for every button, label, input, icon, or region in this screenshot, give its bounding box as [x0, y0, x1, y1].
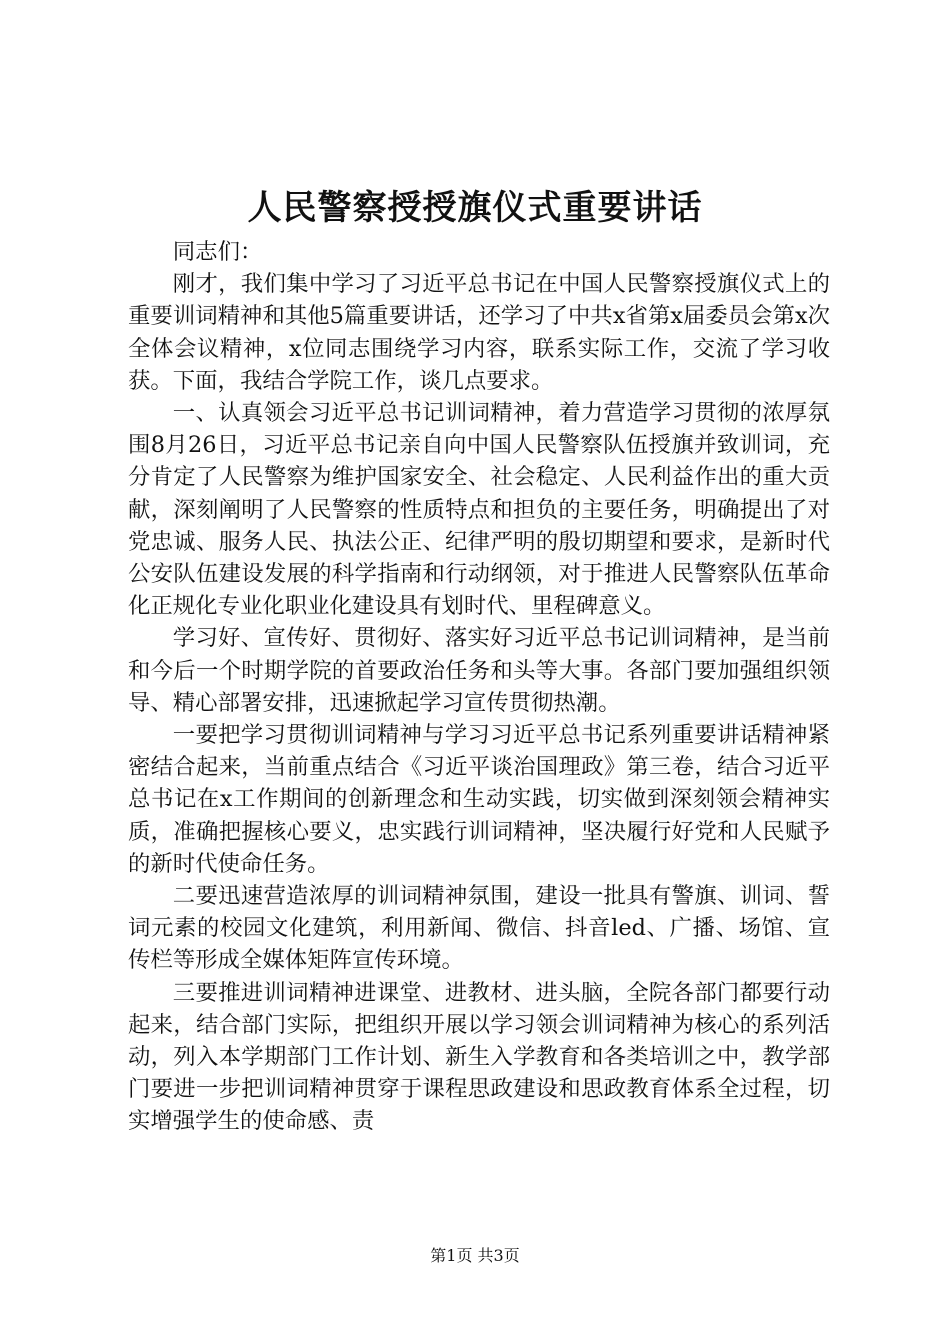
- paragraph-requirement-two: 二要迅速营造浓厚的训词精神氛围，建设一批具有警旗、训词、誓词元素的校园文化建筑，利用新闻、微信、抖音led、广播、场馆、宣传栏等形成全媒体矩阵宣传环境。: [128, 883, 830, 974]
- paragraph-salutation: 同志们：: [172, 239, 263, 265]
- document-title: 人民警察授授旗仪式重要讲话: [247, 188, 703, 228]
- document-body: [128, 236, 830, 1138]
- paragraph-intro: 刚才，我们集中学习了习近平总书记在中国人民警察授旗仪式上的重要训词精神和其他5篇重要讲话，还学习了中共x省第x届委员会第x次全体会议精神，x位同志围绕学习内容，联系实际工作，交流了学习收获。下面，我结合学院工作，谈几点要求。: [128, 271, 830, 394]
- paragraph-requirement-one: 一要把学习贯彻训词精神与学习习近平总书记系列重要讲话精神紧密结合起来，当前重点结合《习近平谈治国理政》第三卷，结合习近平总书记在x工作期间的创新理念和生动实践，切实做到深刻领会精神实质，准确把握核心要义，忠实践行训词精神，坚决履行好党和人民赋予的新时代使命任务。: [128, 722, 830, 877]
- paragraph-study-task: 学习好、宣传好、贯彻好、落实好习近平总书记训词精神，是当前和今后一个时期学院的首要政治任务和头等大事。各部门要加强组织领导、精心部署安排，迅速掀起学习宣传贯彻热潮。: [128, 625, 830, 716]
- paragraph-section-one: 一、认真领会习近平总书记训词精神，着力营造学习贯彻的浓厚氛围8月26日，习近平总书记亲自向中国人民警察队伍授旗并致训词，充分肯定了人民警察为维护国家安全、社会稳定、人民利益作出的重大贡献，深刻阐明了人民警察的性质特点和担负的主要任务，明确提出了对党忠诚、服务人民、执法公正、纪律严明的殷切期望和要求，是新时代公安队伍建设发展的科学指南和行动纲领，对于推进人民警察队伍革命化正规化专业化职业化建设具有划时代、里程碑意义。: [128, 400, 830, 620]
- paragraph-requirement-three: 三要推进训词精神进课堂、进教材、进头脑，全院各部门都要行动起来，结合部门实际，把组织开展以学习领会训词精神为核心的系列活动，列入本学期部门工作计划、新生入学教育和各类培训之中，教学部门要进一步把训词精神贯穿于课程思政建设和思政教育体系全过程，切实增强学生的使命感、责: [128, 979, 830, 1135]
- page-number: 第1页 共3页: [430, 1246, 520, 1265]
